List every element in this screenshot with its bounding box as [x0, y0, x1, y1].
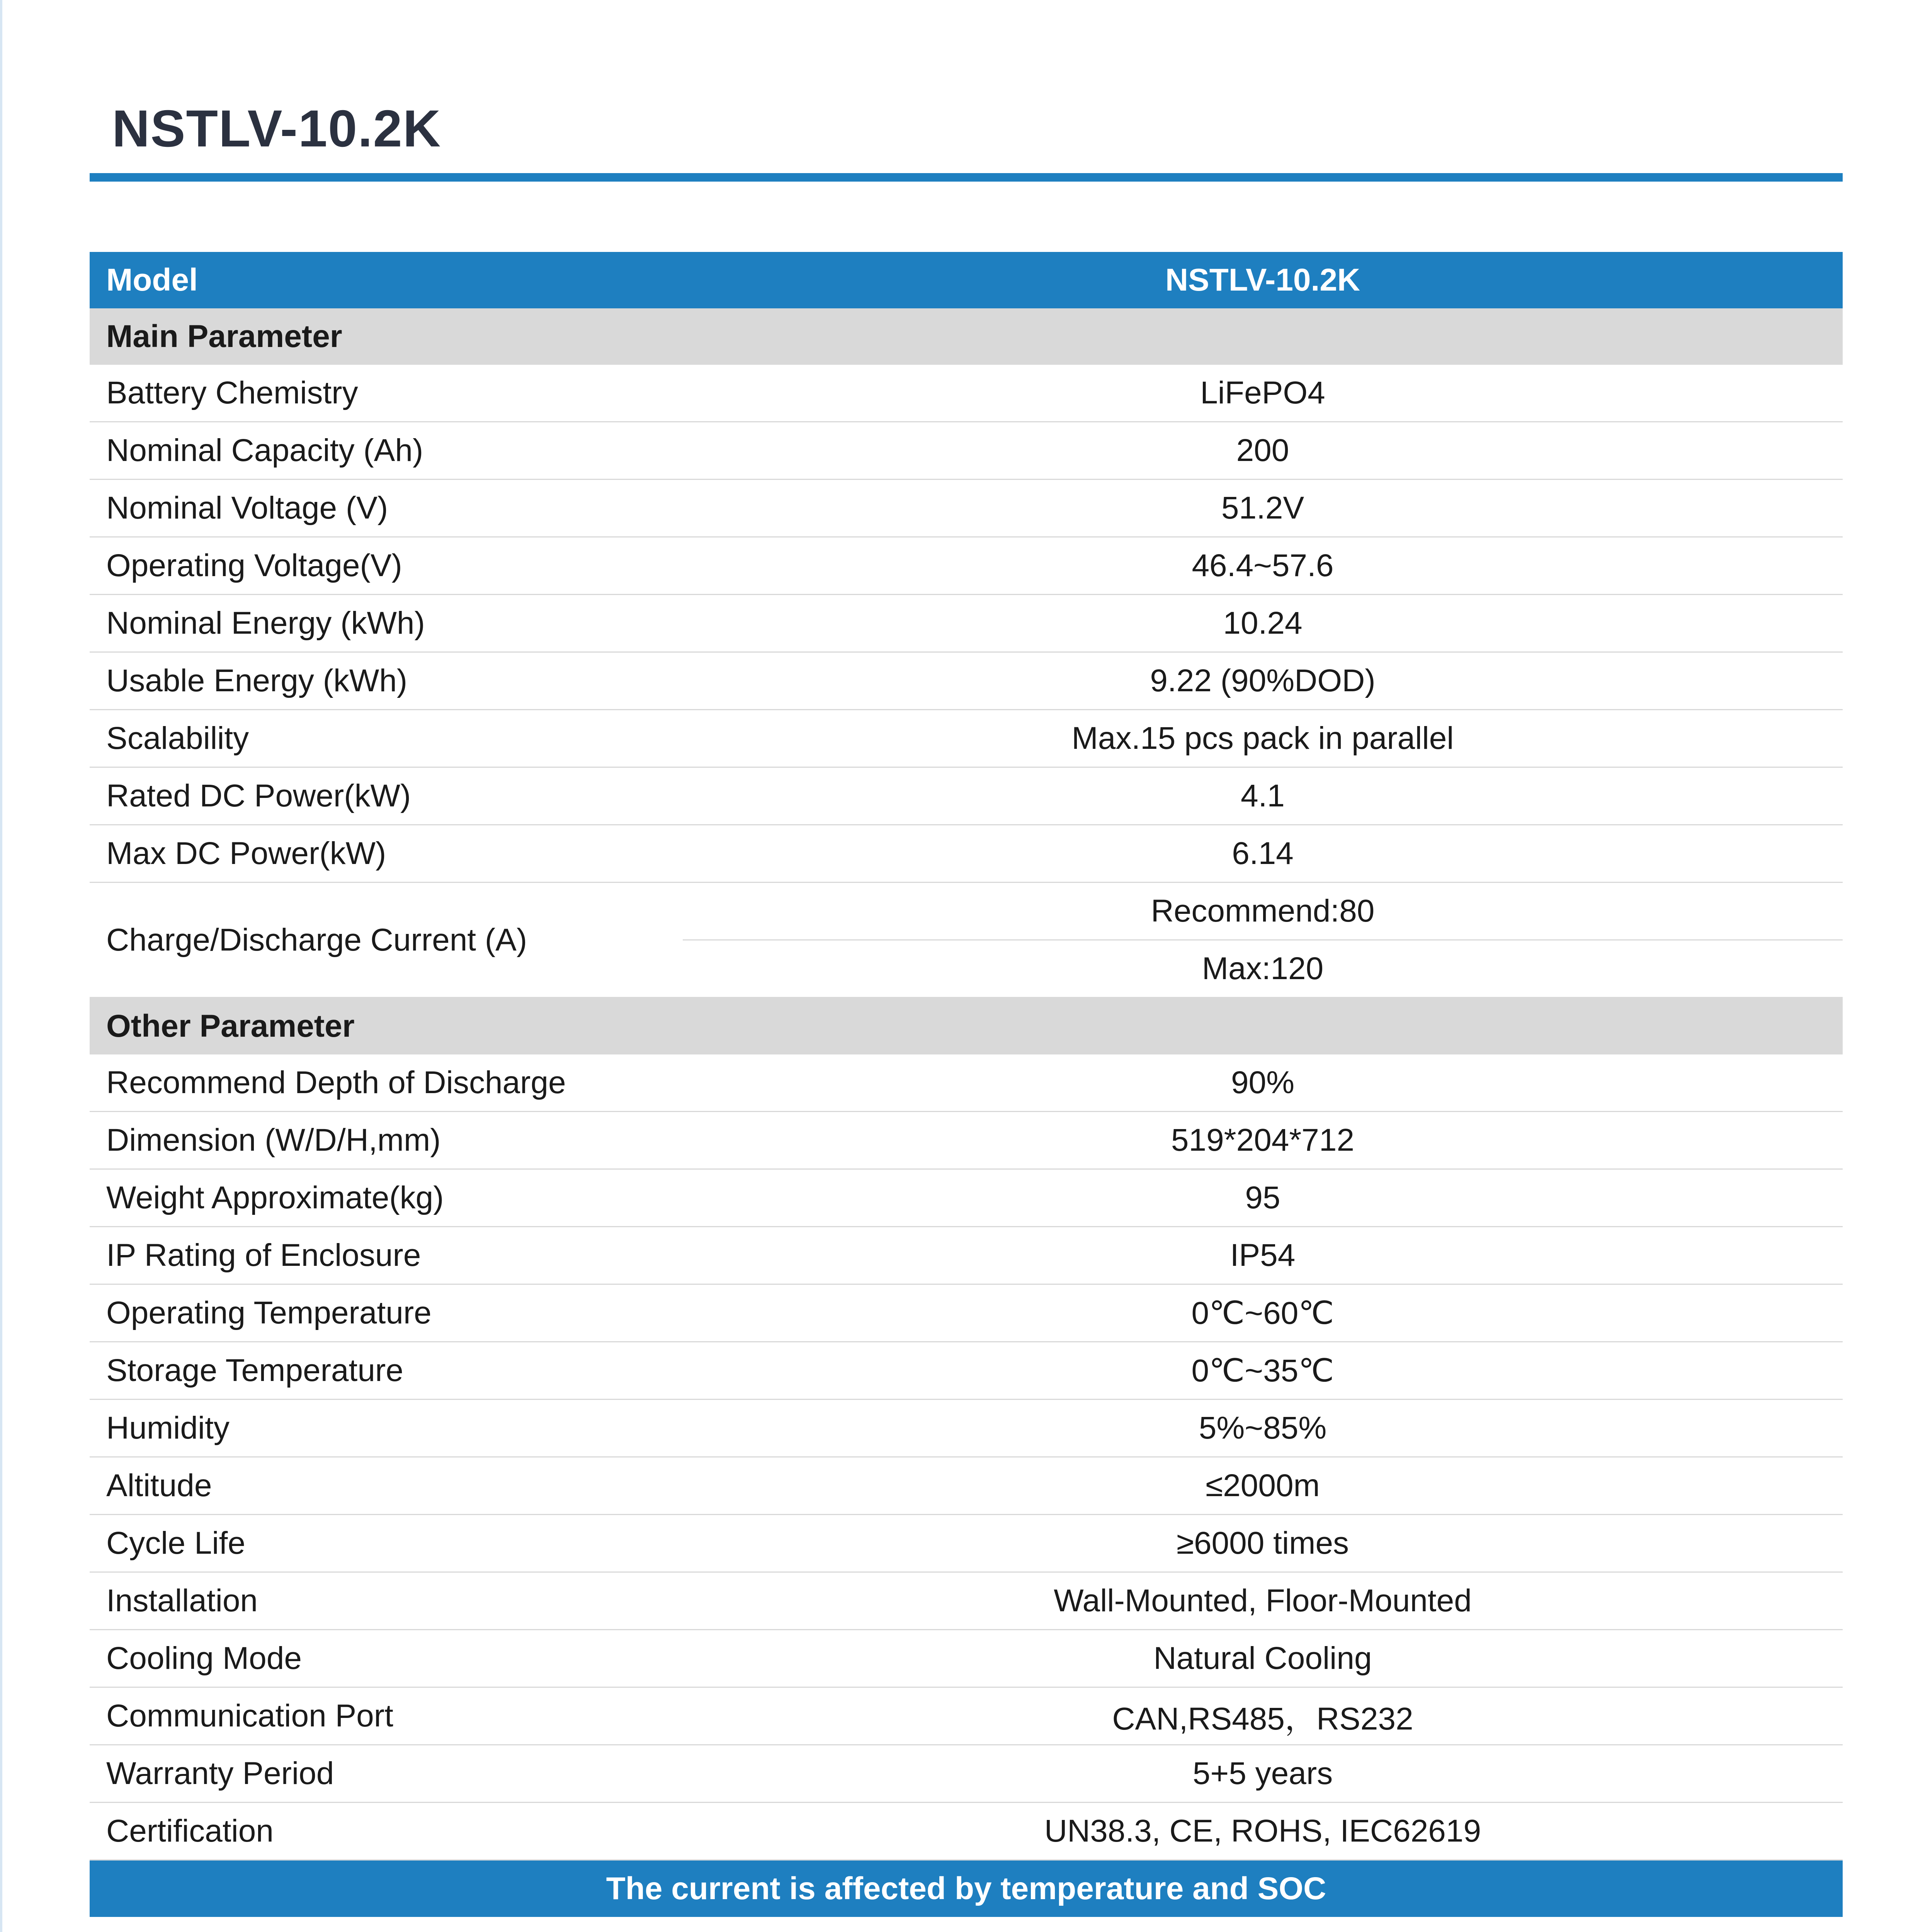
table-row [90, 1572, 1843, 1630]
row-value: 10.24 [683, 595, 1843, 652]
row-value: 95 [683, 1169, 1843, 1227]
header-model: NSTLV-10.2K [683, 252, 1843, 308]
row-value: 5%~85% [683, 1400, 1843, 1457]
section-title: Main Parameter [90, 308, 1843, 365]
table-footer-note [90, 1860, 1843, 1917]
table-row [90, 1169, 1843, 1227]
row-value: 200 [683, 422, 1843, 480]
row-label: Nominal Voltage (V) [90, 480, 683, 537]
table-row [90, 1630, 1843, 1687]
row-label: Cooling Mode [90, 1630, 683, 1687]
row-value: 519*204*712 [683, 1112, 1843, 1169]
table-row [90, 422, 1843, 480]
table-row [90, 652, 1843, 710]
header-label: Model [90, 252, 683, 308]
row-label: Certification [90, 1803, 683, 1860]
table-row [90, 825, 1843, 883]
table-row [90, 1457, 1843, 1515]
row-label: Charge/Discharge Current (A) [90, 883, 683, 998]
row-value: CAN,RS485，RS232 [683, 1687, 1843, 1745]
row-value: 51.2V [683, 480, 1843, 537]
row-label: Warranty Period [90, 1745, 683, 1803]
row-label: Scalability [90, 710, 683, 767]
table-row [90, 1054, 1843, 1112]
row-label: Humidity [90, 1400, 683, 1457]
row-value: LiFePO4 [683, 365, 1843, 422]
row-label: Operating Voltage(V) [90, 537, 683, 595]
row-label: Nominal Energy (kWh) [90, 595, 683, 652]
row-value-recommend: Recommend:80 [683, 883, 1843, 940]
row-value: UN38.3, CE, ROHS, IEC62619 [683, 1803, 1843, 1860]
row-label: Storage Temperature [90, 1342, 683, 1400]
row-value-max: Max:120 [683, 940, 1843, 998]
table-row [90, 480, 1843, 537]
row-label: Operating Temperature [90, 1284, 683, 1342]
title-underline [90, 173, 1843, 182]
table-row [90, 710, 1843, 767]
row-label: Max DC Power(kW) [90, 825, 683, 883]
table-row [90, 1284, 1843, 1342]
page-edge-rule [0, 0, 2, 1932]
row-label: Nominal Capacity (Ah) [90, 422, 683, 480]
row-label: Usable Energy (kWh) [90, 652, 683, 710]
table-row [90, 1745, 1843, 1803]
row-value: ≥6000 times [683, 1515, 1843, 1572]
row-value: 9.22 (90%DOD) [683, 652, 1843, 710]
row-label: Altitude [90, 1457, 683, 1515]
row-label: Weight Approximate(kg) [90, 1169, 683, 1227]
table-row [90, 1227, 1843, 1284]
table-row [90, 1342, 1843, 1400]
row-value: 0℃~35℃ [683, 1342, 1843, 1400]
spec-table [90, 252, 1843, 1917]
row-value: Max.15 pcs pack in parallel [683, 710, 1843, 767]
section-other-parameter [90, 998, 1843, 1055]
footer-note: The current is affected by temperature and SOC [90, 1860, 1843, 1917]
row-value: Natural Cooling [683, 1630, 1843, 1687]
table-header-row [90, 252, 1843, 308]
row-value: 6.14 [683, 825, 1843, 883]
row-label: IP Rating of Enclosure [90, 1227, 683, 1284]
row-value: 4.1 [683, 767, 1843, 825]
row-label: Battery Chemistry [90, 365, 683, 422]
row-label: Recommend Depth of Discharge [90, 1054, 683, 1112]
row-value: 90% [683, 1054, 1843, 1112]
table-row-current-recommend [90, 883, 1843, 940]
row-value: 46.4~57.6 [683, 537, 1843, 595]
row-label: Installation [90, 1572, 683, 1630]
row-value: Wall-Mounted, Floor-Mounted [683, 1572, 1843, 1630]
section-title: Other Parameter [90, 998, 1843, 1055]
row-value: IP54 [683, 1227, 1843, 1284]
table-row [90, 1515, 1843, 1572]
table-row [90, 1687, 1843, 1745]
table-row [90, 1803, 1843, 1860]
table-row [90, 595, 1843, 652]
row-value: 5+5 years [683, 1745, 1843, 1803]
table-row [90, 767, 1843, 825]
row-value: ≤2000m [683, 1457, 1843, 1515]
table-row [90, 365, 1843, 422]
page-title: NSTLV-10.2K [112, 99, 442, 158]
row-label: Dimension (W/D/H,mm) [90, 1112, 683, 1169]
row-label: Communication Port [90, 1687, 683, 1745]
table-row [90, 1400, 1843, 1457]
table-row [90, 537, 1843, 595]
row-value: 0℃~60℃ [683, 1284, 1843, 1342]
section-main-parameter [90, 308, 1843, 365]
row-label: Cycle Life [90, 1515, 683, 1572]
row-label: Rated DC Power(kW) [90, 767, 683, 825]
table-row [90, 1112, 1843, 1169]
